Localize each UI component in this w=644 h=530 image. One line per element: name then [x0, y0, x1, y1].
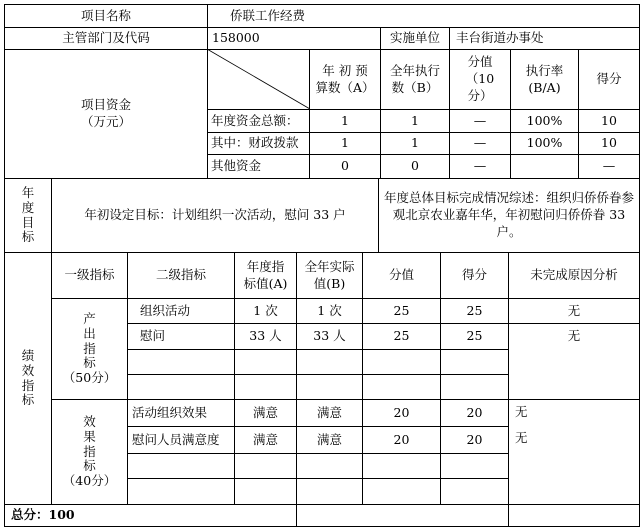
- funds-row-score-value: —: [473, 158, 487, 174]
- indicator-score: 25: [466, 302, 483, 318]
- indicator-annual: 1 次: [253, 302, 278, 318]
- indicator-name: 活动组织效果: [132, 404, 208, 420]
- funds-row-score-value: —: [473, 135, 487, 151]
- funds-row-executed: 1: [411, 112, 419, 128]
- indicator-actual: 1 次: [317, 302, 342, 318]
- header-actual-value: 全年实际 值(B): [304, 258, 355, 291]
- funds-row-executed: 0: [411, 158, 419, 174]
- indicator-name: 慰问: [140, 328, 166, 344]
- indicator-name: 组织活动: [140, 302, 191, 318]
- funds-section-label: 项目资金 （万元）: [80, 97, 131, 129]
- indicator-score-value: 25: [393, 302, 410, 318]
- col-executed: 全年执行 数（B）: [389, 62, 440, 95]
- output-indicator-label: 产 出 指 标 （50分）: [62, 311, 117, 386]
- header-annual-value: 年度指 标值(A): [243, 258, 288, 291]
- indicators-section-label: 绩 效 指 标: [21, 348, 35, 408]
- funds-row-rate: 100%: [526, 112, 563, 128]
- col-score: 得分: [596, 71, 622, 87]
- indicator-annual: 33 人: [249, 328, 282, 344]
- indicator-reason: 无: [567, 328, 581, 344]
- initial-goal-text: 年初设定目标：计划组织一次活动，慰问 33 户: [84, 207, 346, 223]
- col-score-value: 分值 （10 分）: [465, 54, 495, 103]
- col-initial-budget: 年 初 预 算数（A）: [315, 62, 375, 95]
- funds-row-score-value: —: [473, 112, 487, 128]
- dept-label: 主管部门及代码: [62, 30, 150, 46]
- header-score-value: 分值: [388, 267, 414, 283]
- col-exec-rate: 执行率 (B/A): [525, 62, 564, 95]
- funds-row-executed: 1: [411, 135, 419, 151]
- header-level2: 二级指标: [155, 267, 206, 283]
- indicator-name: 慰问人员满意度: [132, 431, 220, 447]
- indicator-reason: 无: [567, 302, 581, 318]
- indicator-score: 25: [466, 328, 483, 344]
- funds-row-score: 10: [601, 112, 617, 128]
- funds-row-label: 年度资金总额：: [211, 112, 299, 128]
- project-name-value: 侨联工作经费: [230, 7, 306, 23]
- indicator-score: 20: [466, 404, 483, 420]
- funds-row-initial: 1: [341, 135, 349, 151]
- total-score: 总分：100: [11, 507, 75, 523]
- indicator-reason: 无: [515, 404, 528, 419]
- implementer-label: 实施单位: [389, 30, 440, 46]
- funds-row-score: —: [602, 158, 616, 174]
- indicator-actual: 33 人: [313, 328, 346, 344]
- indicator-annual: 满意: [252, 431, 278, 447]
- funds-row-rate: [511, 155, 578, 178]
- indicator-reason: 无: [515, 430, 528, 445]
- header-score: 得分: [461, 267, 487, 283]
- funds-row-score: 10: [601, 135, 617, 151]
- funds-row-initial: 1: [341, 112, 349, 128]
- indicator-score-value: 20: [393, 431, 410, 447]
- annual-goal-label: 年 度 目 标: [21, 185, 35, 245]
- indicator-score-value: 20: [393, 404, 410, 420]
- project-name-label: 项目名称: [80, 7, 131, 23]
- effect-indicator-label: 效 果 指 标 （40分）: [62, 414, 117, 489]
- funds-row-initial: 0: [341, 158, 349, 174]
- header-level1: 一级指标: [64, 267, 115, 283]
- diagonal-divider: [207, 49, 310, 110]
- funds-row-label: 其中：财政拨款: [211, 135, 299, 151]
- funds-row-rate: 100%: [526, 135, 563, 151]
- header-reason: 未完成原因分析: [530, 267, 618, 283]
- indicator-actual: 满意: [316, 431, 342, 447]
- indicator-actual: 满意: [316, 404, 342, 420]
- indicator-score: 20: [466, 431, 483, 447]
- dept-code: 158000: [212, 30, 260, 46]
- funds-row-label: 其他资金: [211, 158, 262, 174]
- goal-summary-text: 年度总体目标完成情况综述：组织归侨侨眷参观北京农业嘉年华，年初慰问归侨侨眷 33 户。: [383, 190, 634, 239]
- implementer-value: 丰台街道办事处: [456, 30, 544, 46]
- indicator-annual: 满意: [252, 404, 278, 420]
- indicator-score-value: 25: [393, 328, 410, 344]
